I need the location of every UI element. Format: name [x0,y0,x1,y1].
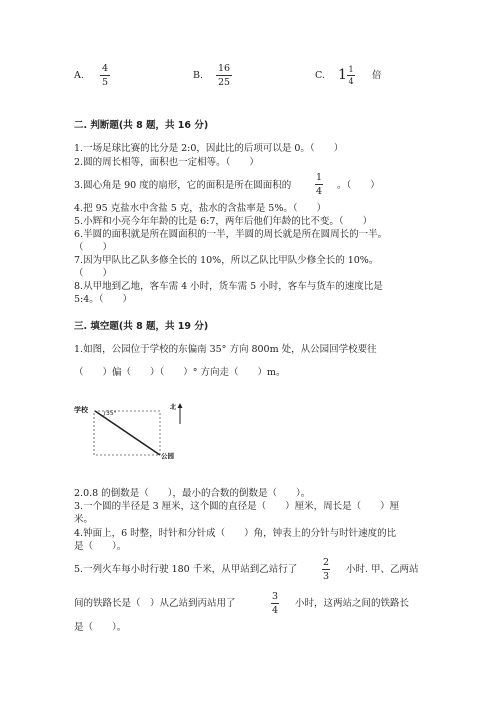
fill-q5-line2-end: 小时，这两站之间的铁路长 [295,598,410,609]
fill-q5-line3: 是（ ）。 [74,622,127,633]
map-label-angle: 35° [106,410,117,417]
map-label-north: 北 [170,404,177,411]
fraction-denominator: 3 [322,571,330,582]
judge-q4: 4.把 95 克盐水中含盐 5 克，盐水的含盐率是 5%。（ ） [74,203,327,214]
option-b-label: B. [193,70,204,81]
option-a-label: A. [74,70,84,81]
fraction-denominator: 4 [348,77,354,86]
option-c-fraction [347,65,355,86]
fraction-numerator: 1 [348,65,354,74]
judge-q7-line1: 7.因为甲队比乙队多修全长的 10%，所以乙队比甲队少修全长的 10%。 [74,255,379,266]
judge-q7-line2: （ ） [74,268,113,279]
fraction-numerator: 4 [101,63,109,74]
map-path-line [95,411,160,455]
fill-q2: 2.0.8 的倒数是（ ），最小的合数的倒数是（ ）。 [74,488,311,499]
fraction-denominator: 4 [271,605,279,616]
angle-arc [103,411,105,417]
fill-q4-line1: 4.钟面上，6 时整，时针和分针成（ ）角，钟表上的分针与时针速度的比 [74,528,397,539]
fraction-numerator: 3 [271,591,279,602]
judge-q3-end: 。（ ） [337,180,380,191]
judge-q3-text: 3.圆心角是 90 度的扇形，它的面积是所在圆面积的 [74,180,292,191]
fill-q5-fraction-1 [322,557,330,582]
judge-q6-line1: 6.半圆的面积就是所在圆面积的一半，半圆的周长就是所在圆周长的一半。 [74,229,388,240]
fraction-denominator: 4 [315,186,323,197]
option-b-fraction [216,63,232,88]
fraction-numerator: 1 [315,172,323,183]
fraction-numerator: 16 [217,63,231,74]
judge-q8-line1: 8.从甲地到乙地，客车需 4 小时，货车需 5 小时，客车与货车的速度比是 [74,281,383,292]
map-diagram [74,400,194,462]
judge-q1: 1.一场足球比赛的比分是 2:0，因此比的后项可以是 0。（ ） [74,143,344,154]
judge-q8-line2: 5:4。（ ） [74,294,133,305]
fraction-numerator: 2 [322,557,330,568]
north-arrow-icon [178,403,183,408]
fraction-denominator: 25 [217,77,231,88]
judge-q2: 2.圆的周长相等，面积也一定相等。（ ） [74,157,259,168]
fraction-denominator: 5 [101,77,109,88]
section-2-title: 二. 判断题(共 8 题，共 16 分) [74,120,209,131]
option-c-label: C. [315,70,325,81]
judge-q6-line2: （ ） [74,242,113,253]
judge-q3-fraction [315,172,323,197]
fill-q1-line2: （ ）偏（ ）（ ）° 方向走（ ）m。 [74,367,286,378]
fill-q3-line1: 3.一个圆的半径是 3 厘米，这个圆的直径是（ ）厘米，周长是（ ）厘 [74,501,400,512]
fill-q5-line2: 间的铁路长是（ ）从乙站到丙站用了 [74,598,236,609]
option-c-whole: 1 [338,67,347,83]
fill-q3-line2: 米。 [74,514,94,525]
fill-q5-fraction-2 [271,591,279,616]
option-c-suffix: 倍 [372,70,382,81]
option-a-fraction [100,63,110,88]
section-3-title: 三. 填空题(共 8 题，共 19 分) [74,321,209,332]
fill-q5-line1: 5.一列火车每小时行驶 180 千米，从甲站到乙站行了 [74,564,298,575]
fill-q4-line2: 是（ ）。 [74,541,127,552]
judge-q5: 5.小辉和小亮今年年龄的比是 6:7，两年后他们年龄的比不变。（ ） [74,216,373,227]
map-label-park: 公园 [161,452,174,460]
fill-q1-line1: 1.如图，公园位于学校的东偏南 35° 方向 800m 处，从公园回学校要往 [74,344,377,355]
fill-q5-line1-end: 小时. 甲、乙两站 [346,564,419,575]
map-label-school: 学校 [74,406,88,414]
